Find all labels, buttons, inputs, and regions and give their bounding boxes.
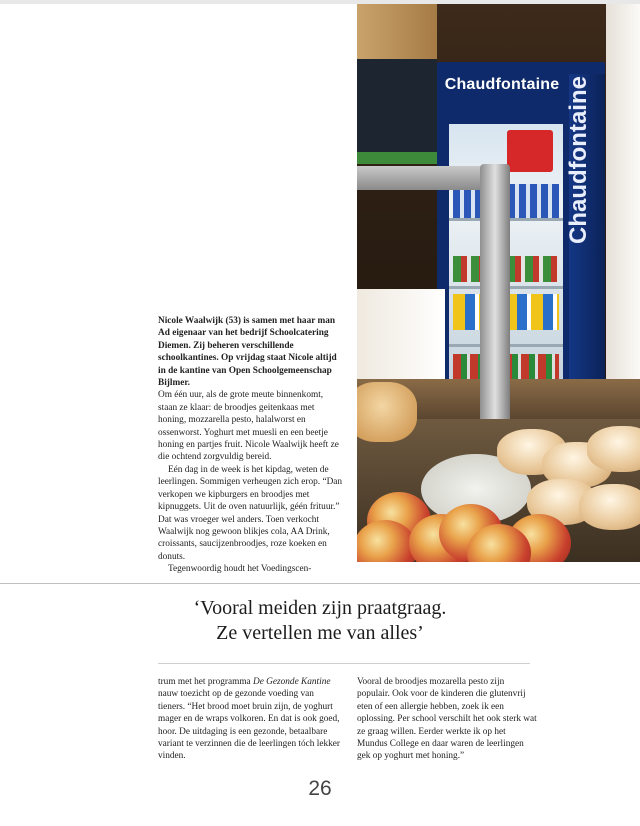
pull-quote-line: ‘Vooral meiden zijn praatgraag. <box>193 597 447 619</box>
photo-green-strip <box>357 152 437 164</box>
photo-dark-panel <box>357 59 437 154</box>
body-text: nauw toezicht op de gezonde voeding van tieners. “Het brood moet bruin zijn, de yoghurt mager en de wraps volkoren. En dat is ook goed, hoor. De uitdaging is een gezonde, betaalbare variant te verzinnen die de leerlingen tóch lekker vinden. <box>158 689 340 762</box>
quote-rule <box>158 663 530 664</box>
fridge-side-logo: Chaudfontaine <box>565 76 592 244</box>
canteen-photo <box>357 4 640 562</box>
bread-roll <box>587 426 640 472</box>
bread-bowl <box>357 382 417 442</box>
intro-column <box>158 315 343 576</box>
programme-name: De Gezonde Kantine <box>253 677 331 687</box>
pull-quote <box>150 596 490 646</box>
body-column-right <box>357 676 537 763</box>
pull-quote-line: Ze vertellen me van alles’ <box>216 622 424 644</box>
bread-roll <box>579 484 640 530</box>
fridge-red-sign <box>507 130 553 172</box>
photo-wall <box>357 4 437 64</box>
body-column-left <box>158 676 343 763</box>
body-text: trum met het programma <box>158 677 254 687</box>
page-number: 26 <box>308 777 332 800</box>
photo-tap <box>480 164 510 426</box>
intro-lede: Nicole Waalwijk (53) is samen met haar man Ad eigenaar van het bedrijf Schoolcatering Diemen. Zij beheren verschillende schoolkantines. Op vrijdag staat Nicole altijd in de kantine van Open Schoolgemeenschap Bijlmer. <box>158 316 337 389</box>
body-paragraph <box>158 676 343 763</box>
body-paragraph: Vooral de broodjes mozarella pesto zijn populair. Ook voor de kinderen die glutenvrij eten of een allergie hebben, zoek ik een oplossing. Per school verschilt het ook sterk wat ze graag willen. Eerder werkte ik op het Mundus College en daar waren de leerlingen gek op yoghurt met honing.” <box>357 677 537 762</box>
photo-cabinet <box>357 289 445 379</box>
intro-paragraph: Eén dag in de week is het kipdag, weten de leerlingen. Sommigen verheugen zich erop. “Dan verkopen we kipburgers en broodjes met kipnuggets. Uit de oven natuurlijk, géén frituur.” Dat was vroeger wel anders. Toen verkocht Waalwijk nog gewoon blikjes cola, AA Drink, croissants, saucijzenbroodjes, roze koeken en donuts. <box>158 464 343 562</box>
photo-pillar <box>606 4 640 384</box>
section-divider <box>0 583 640 584</box>
intro-paragraph: Om één uur, als de grote meute binnenkomt, staan ze klaar: de broodjes geitenkaas met honing, mozzarella pesto, halalworst en ossenworst. Yoghurt met muesli en een beetje honing en partjes fruit. Nicole Waalwijk heeft ze die ochtend zorgvuldig bereid. <box>158 390 339 463</box>
fridge-logo: Chaudfontaine <box>444 76 560 93</box>
intro-paragraph: Tegenwoordig houdt het Voedingscen- <box>168 564 312 575</box>
